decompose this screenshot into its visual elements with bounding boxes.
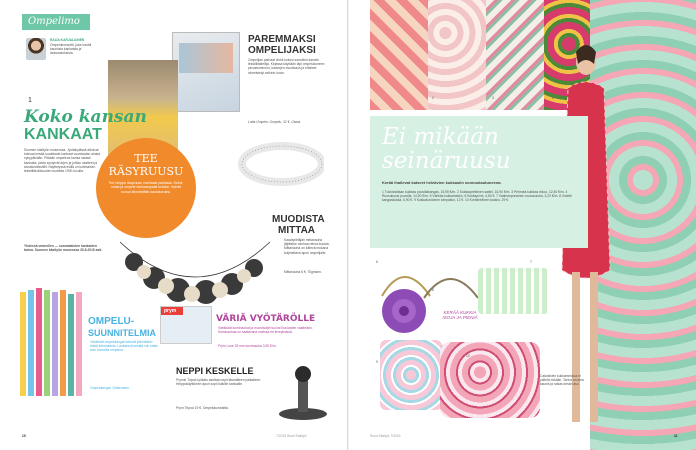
kankaat-title: KANKAAT (24, 126, 102, 143)
model-caption: Catwalkien kukkamekkoa ei päihitä mikään. Tarina on aina kaunis ja raikas kesän asu. (540, 374, 584, 387)
thread-spools-image (18, 282, 88, 400)
koko-kansan-title: Koko kansan (24, 107, 147, 127)
swatch-label-2: 2 (432, 96, 434, 100)
muodista-credit: Mittanauha 6 €. Tilgmann. (284, 270, 322, 274)
tripod-tool-image (276, 364, 330, 422)
kerae-label: KERÄÄ KUKKIA ISOJA JA PIENIÄ (442, 310, 478, 320)
prym-label: prym (161, 307, 183, 315)
right-page-number: 11 (674, 434, 678, 438)
ompelijaksi-title: OMPELIJAKSI (248, 45, 316, 56)
floral-bag-image (440, 342, 540, 418)
main-title-line1: Ei mikään (382, 124, 499, 150)
page-fold (347, 0, 349, 450)
muodista-title: MUODISTA (272, 214, 325, 225)
paremmaksi-credit: Lotta Ompelu: Ompelu, 32 €. Otava. (248, 120, 301, 124)
neppi-title: NEPPI KESKELLE (176, 366, 254, 376)
ribbon-roll-image (478, 268, 548, 314)
left-footer: 7/2015 Suuri Käsityö (276, 434, 307, 438)
tape-measure-image (238, 138, 324, 198)
right-footer: Suuri Käsityö 7/2015 (370, 434, 401, 438)
item-number-9: 9 (376, 360, 378, 364)
mint-article-panel (370, 116, 588, 248)
fabric-swatch-1 (370, 0, 428, 110)
varia-body: Värikkäät kuminauhat ja muovisoljet tuovat iloa lasten vaatteisiin. Kuminauhaa on saatavana useissa eri leveyksissä. (218, 326, 313, 335)
item-number-7: 7 (530, 260, 532, 264)
purple-fabric-flower (378, 286, 430, 336)
muodista-body: Kaavapiirtäjän mittanauha jäljittelee vanhaa retroa kuosia. Mittanauha on kätevä mukana kuljetettava apuri ompelijalle. (284, 238, 330, 255)
author-photo (26, 38, 46, 60)
tee-title: TEE (134, 152, 158, 165)
item-number-1: 1 (28, 97, 32, 104)
suunnitelmia-title: SUUNNITELMIA (88, 328, 156, 338)
fabric-swatch-3 (486, 0, 544, 110)
koko-kansan-body: Suomen käsityön museossa, Jyväskylässä alkoivat tulevaa kesää kuvattavat kankaat vuosisadan alusta nykypäivään. Pitkään ompeleva kansa rakasti kankaita, joista syntyivät arjen ja juhlan vaatteet ja sisustustekstiilit. Näyttelyssä esillä on kotimaisen tekstiiliteollisuuden tuotteita 1900-luvulta. (24, 148, 101, 174)
neppi-credit: Prym Tripod 19 €. Ompelukoneaitta. (176, 406, 229, 410)
koko-kansan-note: Yhdessä ommellen — suomalaisten kankaiden tarina. Suomen käsityön museossa 30.8.2015 asti. (24, 244, 103, 253)
author-byline: Ompelukonsultti, joka nauttii kauniista kankaista ja lankaostoksista. (50, 43, 92, 56)
swatch-label-4: 4 (552, 96, 554, 100)
rasyruusu-title: RÄSYRUUSU (108, 165, 184, 178)
paremmaksi-body: Ompelijan parhaat vinkit kokosi samoihin kansiin tekstiilitaiteilija. Kirjassa käydään läpi ompelukoneen perustoiminnot, kaavojen muokkaus ja erilaiset viimeistelyt selkein kuvin. (248, 58, 325, 75)
ompelu-credit: Ompelulangat, Gütermann. (90, 386, 130, 390)
rag-rose-necklace-image (110, 232, 280, 312)
tee-rasyruusu-body: Tee helppo räsyruusu vanhasta paidasta. Solmi, rullaa ja ompele kankaanpalat kukiksi. Valmiit ruusut kiinnitetään kaulakoruksi. (108, 181, 184, 194)
left-page-number: 10 (22, 434, 26, 438)
main-title-line2: seinäruusu (382, 148, 511, 174)
ompelimo-logo: Ompelimo (22, 14, 90, 30)
author-name: RAIJA KARJALAINEN (50, 38, 85, 42)
fabric-swatch-2 (428, 0, 486, 110)
book-cover-image (172, 32, 240, 112)
ompelu-body: Värikkäät ompelulangat tekevät pienistäkin töistä ilahduttavia. Lankakerä kestää niin käsin kuin koneella ompelua. (90, 340, 158, 353)
varia-credit: Prym Love 25 mm kuminauha 3,50 €/m. (218, 344, 277, 348)
ompelu-title: OMPELU- (88, 316, 135, 327)
varia-title: VÄRIÄ VYÖTÄRÖLLE (216, 314, 316, 324)
item-number-8: 8 (432, 288, 434, 292)
paremmaksi-title: PAREMMAKSI (248, 34, 316, 45)
main-body: 1 Tuotoksiltaan kukikas puuvillakangas, 15,95 €/m. 2 Suklaaprinttinen satiini, 16,90 €/m. 3 Pehmeä kukikas trikoo, 12,50 €/m. 4 Ruusukuosi puuvilla, 14,90 €/m. 5 Värikäs kukkamekko. 6 Kukkapinni, 4,50 €. 7 Vaaleanpunainen ruusunauha, 3,20 €/m. 8 Violetti kangaskukka, 6,90 €. 9 Kukkakuvioinen lompakko, 12 €. 10 Koristeellinen laukku, 29 €. (382, 190, 572, 203)
item-number-6: 6 (376, 260, 378, 264)
neppi-body: Prymin Tripod-työkalu asettaa nepit täsmälleen paikalleen. Helppokäyttöinen apuri sopii kaikille kankaille. (176, 378, 262, 387)
prym-pins-image (160, 306, 212, 344)
main-subtitle: Kerää ihailevat katseet heleävien kukkasiin sonnustautuneena. (382, 180, 502, 185)
floral-wallet-image (380, 340, 442, 410)
item-number-10: 10 (466, 354, 470, 358)
mittaa-title: MITTAA (278, 225, 316, 236)
tee-rasyruusu-circle (96, 138, 196, 238)
swatch-label-3: 3 (492, 96, 494, 100)
